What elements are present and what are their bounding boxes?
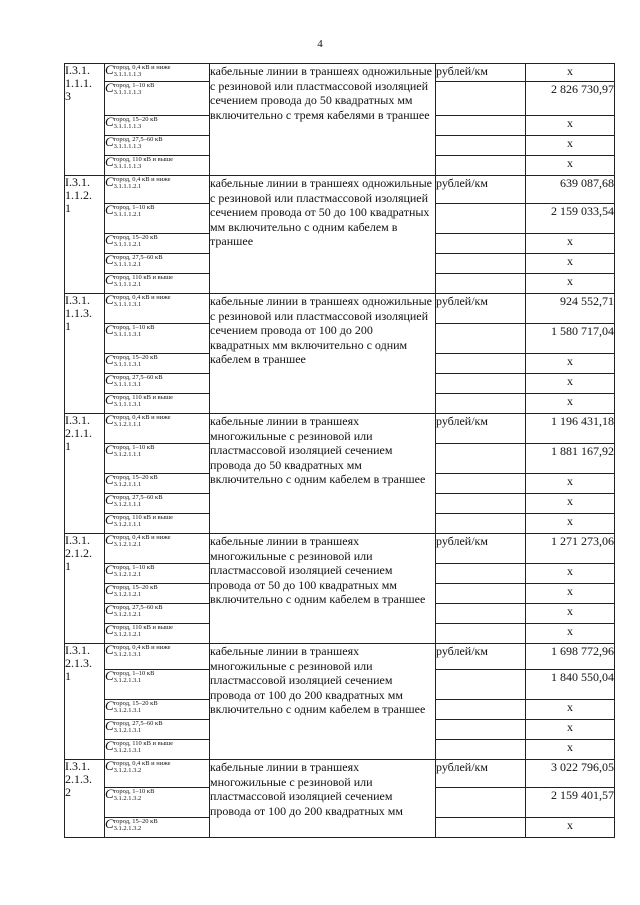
rate-value: 1 580 717,04 — [526, 324, 615, 354]
row-code-line: 1.1.3. — [65, 306, 92, 320]
rate-symbol-superscript: город, 27,5–60 кВ — [113, 254, 163, 261]
table-row — [65, 534, 615, 564]
row-unit: рублей/км — [436, 760, 526, 788]
rate-symbol — [105, 444, 210, 474]
rate-value: х — [526, 274, 615, 294]
rate-symbol — [105, 564, 210, 584]
rate-symbol-indices — [114, 584, 158, 598]
table-row — [65, 176, 615, 204]
rate-symbol-letter: C — [105, 643, 114, 657]
row-unit: рублей/км — [436, 294, 526, 324]
rate-symbol-letter: C — [105, 155, 114, 169]
tariff-table — [64, 63, 615, 838]
rate-symbol-superscript: город, 0,4 кВ и ниже — [113, 760, 171, 767]
row-description: кабельные линии в траншеях многожильные с резиновой или пластмассовой изоляцией сечением провода от 50 до 100 квадратных мм включительно с одним кабелем в траншее — [210, 534, 436, 644]
rate-symbol — [105, 514, 210, 534]
row-code — [65, 176, 105, 294]
rate-symbol — [105, 204, 210, 234]
rate-symbol-superscript: город, 15–20 кВ — [113, 584, 158, 591]
rate-symbol-superscript: город, 0,4 кВ и ниже — [113, 644, 171, 651]
rate-symbol-superscript: город, 110 кВ и выше — [113, 156, 173, 163]
rate-symbol-superscript: город, 1–10 кВ — [113, 82, 155, 89]
rate-symbol-indices — [114, 788, 155, 802]
rate-symbol-indices — [114, 254, 163, 268]
rate-value: 3 022 796,05 — [526, 760, 615, 788]
row-description: кабельные линии в траншеях многожильные с резиновой или пластмассовой изоляцией сечением провода до 50 квадратных мм включительно с одним кабелем в траншее — [210, 414, 436, 534]
row-unit-empty — [436, 156, 526, 176]
row-description: кабельные линии в траншеях одножильные с резиновой или пластмассовой изоляцией сечением провода от 50 до 100 квадратных мм включительно с одним кабелем в траншее — [210, 176, 436, 294]
rate-symbol-subscript: 3.1.1.1.2.1 — [113, 183, 142, 190]
rate-symbol-letter: C — [105, 175, 114, 189]
rate-symbol-subscript: 3.1.2.1.1.1 — [113, 451, 142, 458]
rate-symbol-subscript: 3.1.1.1.2.1 — [113, 211, 142, 218]
row-unit-empty — [436, 204, 526, 234]
rate-value: 1 271 273,06 — [526, 534, 615, 564]
rate-value: х — [526, 604, 615, 624]
rate-symbol-indices — [114, 444, 155, 458]
rate-value: х — [526, 116, 615, 136]
row-code-line: 2.1.2. — [65, 546, 92, 560]
rate-symbol-superscript: город, 0,4 кВ и ниже — [113, 414, 171, 421]
rate-symbol-indices — [114, 670, 155, 684]
rate-symbol — [105, 474, 210, 494]
row-code-line: 1 — [65, 559, 71, 573]
rate-symbol — [105, 644, 210, 670]
rate-symbol-letter: C — [105, 63, 114, 77]
rate-symbol-subscript: 3.1.2.1.3.2 — [113, 795, 142, 802]
rate-symbol — [105, 254, 210, 274]
rate-symbol-letter: C — [105, 353, 114, 367]
row-code-line: 1 — [65, 201, 71, 215]
rate-symbol — [105, 64, 210, 82]
row-code — [65, 294, 105, 414]
rate-symbol — [105, 274, 210, 294]
rate-symbol-letter: C — [105, 669, 114, 683]
row-code-line: I.3.1. — [65, 643, 90, 657]
rate-symbol-subscript: 3.1.1.1.1.3 — [113, 143, 142, 150]
rate-symbol — [105, 234, 210, 254]
rate-symbol-letter: C — [105, 787, 114, 801]
rate-symbol-indices — [114, 176, 171, 190]
rate-symbol-indices — [114, 394, 173, 408]
rate-symbol-letter: C — [105, 323, 114, 337]
rate-symbol-subscript: 3.1.1.1.1.3 — [113, 123, 142, 130]
rate-symbol-letter: C — [105, 135, 114, 149]
rate-value: х — [526, 624, 615, 644]
rate-symbol — [105, 584, 210, 604]
rate-symbol-indices — [114, 82, 155, 96]
rate-symbol-letter: C — [105, 603, 114, 617]
rate-symbol-superscript: город, 0,4 кВ и ниже — [113, 176, 171, 183]
rate-symbol-subscript: 3.1.2.1.3.1 — [113, 651, 142, 658]
row-unit-empty — [436, 740, 526, 760]
row-unit-empty — [436, 324, 526, 354]
table-row — [65, 64, 615, 82]
rate-symbol-letter: C — [105, 719, 114, 733]
row-code-line: 2 — [65, 785, 71, 799]
rate-value: х — [526, 564, 615, 584]
rate-symbol — [105, 700, 210, 720]
rate-value: х — [526, 494, 615, 514]
table-row — [65, 294, 615, 324]
rate-symbol-superscript: город, 27,5–60 кВ — [113, 374, 163, 381]
rate-value: х — [526, 374, 615, 394]
rate-value: х — [526, 254, 615, 274]
rate-symbol — [105, 414, 210, 444]
rate-symbol-indices — [114, 624, 173, 638]
row-unit-empty — [436, 584, 526, 604]
row-code — [65, 644, 105, 760]
row-code-line: I.3.1. — [65, 293, 90, 307]
rate-symbol-indices — [114, 700, 158, 714]
rate-symbol — [105, 494, 210, 514]
rate-symbol-indices — [114, 740, 173, 754]
rate-symbol — [105, 604, 210, 624]
rate-symbol-subscript: 3.1.1.1.2.1 — [113, 261, 142, 268]
rate-value: 1 698 772,96 — [526, 644, 615, 670]
row-code — [65, 64, 105, 176]
rate-value: х — [526, 584, 615, 604]
rate-symbol-indices — [114, 474, 158, 488]
row-unit-empty — [436, 444, 526, 474]
rate-symbol-subscript: 3.1.1.1.3.1 — [113, 301, 142, 308]
rate-symbol — [105, 670, 210, 700]
rate-symbol-superscript: город, 27,5–60 кВ — [113, 136, 163, 143]
row-unit: рублей/км — [436, 534, 526, 564]
row-unit: рублей/км — [436, 64, 526, 82]
rate-symbol-subscript: 3.1.1.1.1.3 — [113, 163, 142, 170]
row-unit-empty — [436, 254, 526, 274]
rate-symbol-subscript: 3.1.1.1.2.1 — [113, 241, 142, 248]
rate-symbol-superscript: город, 0,4 кВ и ниже — [113, 534, 171, 541]
rate-symbol-letter: C — [105, 533, 114, 547]
rate-symbol-indices — [114, 234, 158, 248]
rate-symbol-subscript: 3.1.2.1.2.1 — [113, 571, 142, 578]
row-description: кабельные линии в траншеях многожильные с резиновой или пластмассовой изоляцией сечением провода от 100 до 200 квадратных мм включительно с одним кабелем в траншее — [210, 644, 436, 760]
row-unit-empty — [436, 354, 526, 374]
rate-symbol-indices — [114, 720, 163, 734]
rate-symbol-letter: C — [105, 273, 114, 287]
rate-value: х — [526, 394, 615, 414]
rate-value: 924 552,71 — [526, 294, 615, 324]
row-unit-empty — [436, 700, 526, 720]
row-unit-empty — [436, 116, 526, 136]
rate-symbol-superscript: город, 1–10 кВ — [113, 564, 155, 571]
tariff-table-body — [65, 64, 615, 838]
row-code-line: 3 — [65, 89, 71, 103]
row-unit-empty — [436, 624, 526, 644]
row-description: кабельные линии в траншеях одножильные с резиновой или пластмассовой изоляцией сечением провода от 100 до 200 квадратных мм включительно с одним кабелем в траншее — [210, 294, 436, 414]
rate-symbol-subscript: 3.1.2.1.2.1 — [113, 591, 142, 598]
rate-symbol-subscript: 3.1.2.1.3.2 — [113, 767, 142, 774]
rate-symbol — [105, 720, 210, 740]
table-row — [65, 414, 615, 444]
rate-symbol — [105, 116, 210, 136]
rate-symbol-subscript: 3.1.2.1.3.2 — [113, 825, 142, 832]
rate-symbol-letter: C — [105, 473, 114, 487]
row-unit-empty — [436, 720, 526, 740]
rate-symbol — [105, 374, 210, 394]
row-unit-empty — [436, 234, 526, 254]
rate-value: х — [526, 818, 615, 838]
rate-symbol-indices — [114, 64, 171, 78]
row-code-line: 1.1.2. — [65, 188, 92, 202]
rate-symbol-letter: C — [105, 81, 114, 95]
rate-symbol-subscript: 3.1.2.1.3.1 — [113, 727, 142, 734]
row-unit: рублей/км — [436, 414, 526, 444]
row-code-line: 2.1.3. — [65, 772, 92, 786]
rate-symbol-subscript: 3.1.2.1.3.1 — [113, 747, 142, 754]
row-code-line: I.3.1. — [65, 759, 90, 773]
row-unit: рублей/км — [436, 176, 526, 204]
rate-symbol-subscript: 3.1.2.1.1.1 — [113, 481, 142, 488]
rate-value: 2 159 033,54 — [526, 204, 615, 234]
row-unit-empty — [436, 82, 526, 116]
rate-value: 1 840 550,04 — [526, 670, 615, 700]
rate-symbol-letter: C — [105, 699, 114, 713]
row-code-line: 1 — [65, 319, 71, 333]
row-code-line: 2.1.1. — [65, 426, 92, 440]
rate-symbol-superscript: город, 0,4 кВ и ниже — [113, 294, 171, 301]
rate-symbol-letter: C — [105, 253, 114, 267]
rate-symbol-letter: C — [105, 443, 114, 457]
rate-symbol-letter: C — [105, 563, 114, 577]
row-unit-empty — [436, 670, 526, 700]
rate-symbol-superscript: город, 1–10 кВ — [113, 788, 155, 795]
page-number: 4 — [317, 38, 323, 50]
rate-symbol-indices — [114, 374, 163, 388]
rate-symbol-letter: C — [105, 739, 114, 753]
row-unit-empty — [436, 494, 526, 514]
rate-symbol-letter: C — [105, 233, 114, 247]
rate-symbol-letter: C — [105, 393, 114, 407]
rate-symbol — [105, 136, 210, 156]
rate-value: х — [526, 354, 615, 374]
rate-symbol-indices — [114, 204, 155, 218]
rate-symbol-letter: C — [105, 203, 114, 217]
rate-symbol-indices — [114, 644, 171, 658]
row-unit-empty — [436, 788, 526, 818]
rate-symbol-subscript: 3.1.2.1.3.1 — [113, 677, 142, 684]
rate-symbol — [105, 818, 210, 838]
rate-symbol-superscript: город, 27,5–60 кВ — [113, 604, 163, 611]
rate-symbol-letter: C — [105, 373, 114, 387]
rate-symbol-superscript: город, 1–10 кВ — [113, 670, 155, 677]
rate-symbol-indices — [114, 324, 155, 338]
rate-symbol-subscript: 3.1.1.1.3.1 — [113, 361, 142, 368]
row-code-line: 1 — [65, 439, 71, 453]
rate-value: х — [526, 136, 615, 156]
row-code-line: I.3.1. — [65, 63, 90, 77]
rate-symbol — [105, 760, 210, 788]
row-code — [65, 534, 105, 644]
rate-symbol-letter: C — [105, 817, 114, 831]
rate-value: 1 196 431,18 — [526, 414, 615, 444]
rate-symbol — [105, 156, 210, 176]
row-unit-empty — [436, 274, 526, 294]
row-code-line: I.3.1. — [65, 413, 90, 427]
rate-symbol-indices — [114, 354, 158, 368]
rate-symbol-indices — [114, 818, 158, 832]
rate-symbol-indices — [114, 116, 158, 130]
rate-symbol-subscript: 3.1.2.1.1.1 — [113, 501, 142, 508]
row-code-line: I.3.1. — [65, 175, 90, 189]
rate-symbol-letter: C — [105, 513, 114, 527]
rate-value: 2 826 730,97 — [526, 82, 615, 116]
row-code-line: 2.1.3. — [65, 656, 92, 670]
rate-symbol — [105, 624, 210, 644]
rate-symbol-indices — [114, 294, 171, 308]
rate-symbol-indices — [114, 564, 155, 578]
rate-symbol-superscript: город, 110 кВ и выше — [113, 514, 173, 521]
rate-symbol-superscript: город, 110 кВ и выше — [113, 274, 173, 281]
rate-symbol — [105, 740, 210, 760]
row-unit: рублей/км — [436, 644, 526, 670]
rate-value: х — [526, 64, 615, 82]
rate-symbol-superscript: город, 15–20 кВ — [113, 818, 158, 825]
rate-value: х — [526, 514, 615, 534]
row-code-line: 1 — [65, 669, 71, 683]
rate-value: х — [526, 234, 615, 254]
rate-symbol-indices — [114, 414, 171, 428]
rate-symbol-subscript: 3.1.1.1.1.3 — [113, 71, 142, 78]
rate-symbol-subscript: 3.1.2.1.3.1 — [113, 707, 142, 714]
rate-symbol-superscript: город, 15–20 кВ — [113, 354, 158, 361]
row-code-line: 1.1.1. — [65, 76, 92, 90]
row-unit-empty — [436, 474, 526, 494]
rate-symbol-subscript: 3.1.1.1.2.1 — [113, 281, 142, 288]
row-unit-empty — [436, 136, 526, 156]
rate-symbol-letter: C — [105, 623, 114, 637]
rate-value: х — [526, 474, 615, 494]
row-code — [65, 760, 105, 838]
rate-symbol-subscript: 3.1.2.1.1.1 — [113, 421, 142, 428]
rate-symbol-letter: C — [105, 293, 114, 307]
row-unit-empty — [436, 514, 526, 534]
rate-symbol-subscript: 3.1.2.1.2.1 — [113, 631, 142, 638]
rate-symbol — [105, 294, 210, 324]
rate-symbol-letter: C — [105, 413, 114, 427]
rate-symbol-indices — [114, 760, 171, 774]
rate-symbol-superscript: город, 27,5–60 кВ — [113, 720, 163, 727]
rate-symbol — [105, 324, 210, 354]
rate-symbol-letter: C — [105, 583, 114, 597]
rate-symbol-superscript: город, 110 кВ и выше — [113, 624, 173, 631]
row-description: кабельные линии в траншеях многожильные с резиновой или пластмассовой изоляцией сечением провода от 100 до 200 квадратных мм — [210, 760, 436, 838]
rate-value: 2 159 401,57 — [526, 788, 615, 818]
rate-symbol-superscript: город, 15–20 кВ — [113, 116, 158, 123]
rate-symbol-letter: C — [105, 759, 114, 773]
rate-symbol-subscript: 3.1.2.1.2.1 — [113, 611, 142, 618]
rate-value: 1 881 167,92 — [526, 444, 615, 474]
rate-symbol-indices — [114, 274, 173, 288]
row-unit-empty — [436, 394, 526, 414]
rate-value: х — [526, 156, 615, 176]
rate-symbol-indices — [114, 534, 171, 548]
rate-symbol-indices — [114, 494, 163, 508]
rate-symbol-superscript: город, 15–20 кВ — [113, 474, 158, 481]
rate-symbol-letter: C — [105, 115, 114, 129]
rate-symbol — [105, 394, 210, 414]
rate-symbol-subscript: 3.1.2.1.2.1 — [113, 541, 142, 548]
table-row — [65, 644, 615, 670]
rate-symbol-superscript: город, 110 кВ и выше — [113, 740, 173, 747]
rate-symbol — [105, 176, 210, 204]
rate-symbol — [105, 354, 210, 374]
rate-symbol-letter: C — [105, 493, 114, 507]
rate-symbol-subscript: 3.1.1.1.3.1 — [113, 381, 142, 388]
rate-symbol-subscript: 3.1.1.1.1.3 — [113, 89, 142, 96]
table-row — [65, 760, 615, 788]
row-description: кабельные линии в траншеях одножильные с резиновой или пластмассовой изоляцией сечением провода до 50 квадратных мм включительно с тремя кабелями в траншее — [210, 64, 436, 176]
rate-value: 639 087,68 — [526, 176, 615, 204]
rate-symbol-superscript: город, 1–10 кВ — [113, 204, 155, 211]
rate-symbol-superscript: город, 1–10 кВ — [113, 324, 155, 331]
rate-symbol-superscript: город, 1–10 кВ — [113, 444, 155, 451]
rate-symbol-superscript: город, 15–20 кВ — [113, 234, 158, 241]
rate-symbol — [105, 534, 210, 564]
rate-value: х — [526, 720, 615, 740]
rate-symbol-indices — [114, 604, 163, 618]
rate-symbol-superscript: город, 15–20 кВ — [113, 700, 158, 707]
rate-symbol — [105, 788, 210, 818]
rate-symbol-subscript: 3.1.1.1.3.1 — [113, 331, 142, 338]
row-unit-empty — [436, 374, 526, 394]
rate-symbol-indices — [114, 514, 173, 528]
row-code — [65, 414, 105, 534]
row-unit-empty — [436, 604, 526, 624]
row-code-line: I.3.1. — [65, 533, 90, 547]
rate-symbol-indices — [114, 156, 173, 170]
row-unit-empty — [436, 564, 526, 584]
rate-symbol-indices — [114, 136, 163, 150]
rate-symbol-superscript: город, 27,5–60 кВ — [113, 494, 163, 501]
rate-symbol-superscript: город, 110 кВ и выше — [113, 394, 173, 401]
rate-symbol-superscript: город, 0,4 кВ и ниже — [113, 64, 171, 71]
rate-symbol — [105, 82, 210, 116]
rate-symbol-subscript: 3.1.2.1.1.1 — [113, 521, 142, 528]
rate-value: х — [526, 700, 615, 720]
rate-symbol-subscript: 3.1.1.1.3.1 — [113, 401, 142, 408]
row-unit-empty — [436, 818, 526, 838]
rate-value: х — [526, 740, 615, 760]
